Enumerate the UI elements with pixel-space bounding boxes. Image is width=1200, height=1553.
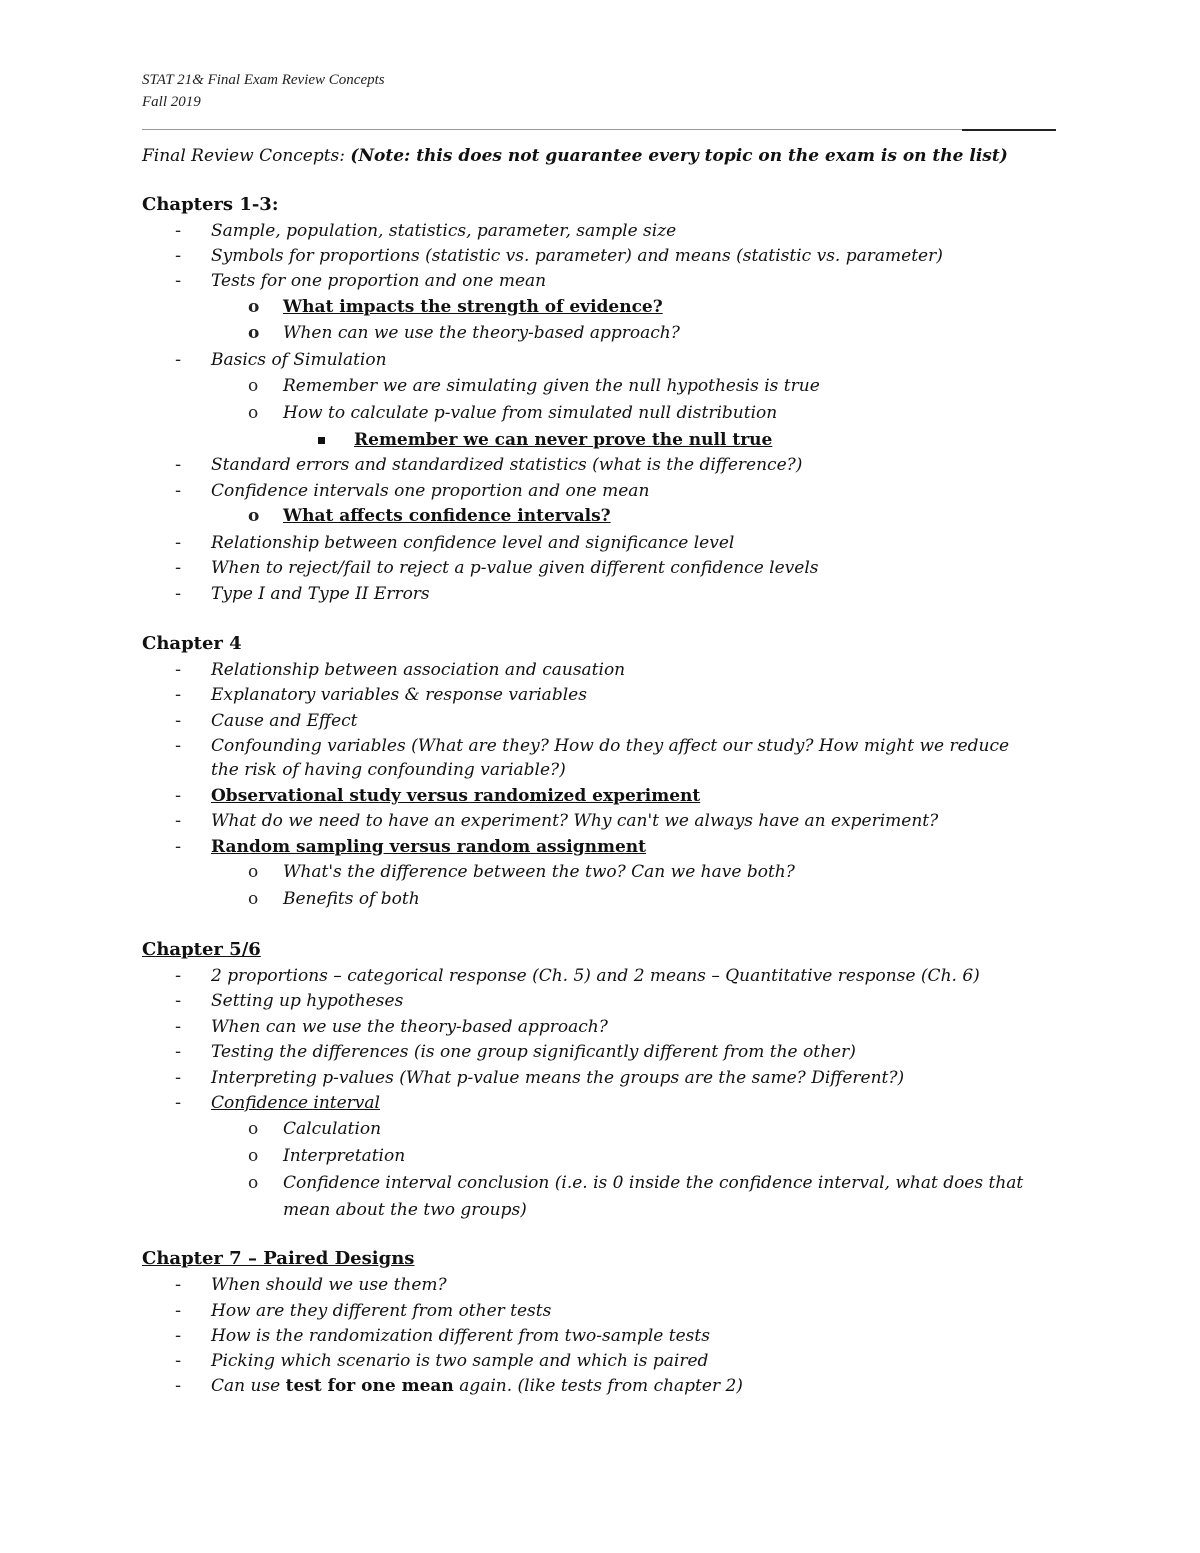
header-divider xyxy=(142,129,1056,130)
intro-lead: Final Review Concepts: xyxy=(142,146,351,166)
square-bullet-icon xyxy=(318,437,325,444)
list-item: Cause and Effect xyxy=(211,711,358,731)
dash-bullet: - xyxy=(175,660,182,680)
list-item: Confidence intervals one proportion and one mean xyxy=(211,481,650,501)
dash-bullet: - xyxy=(175,558,182,578)
list-item: 2 proportions – categorical response (Ch. 5) and 2 means – Quantitative response (Ch. 6) xyxy=(211,966,980,986)
dash-bullet: - xyxy=(175,685,182,705)
circle-bullet: o xyxy=(248,1173,259,1193)
list-item: Testing the differences (is one group significantly different from the other) xyxy=(211,1042,856,1062)
dash-bullet: - xyxy=(175,1376,182,1396)
circle-bullet: o xyxy=(248,297,260,317)
section-heading-ch4: Chapter 4 xyxy=(142,633,242,654)
list-subitem: When can we use the theory-based approach? xyxy=(283,323,680,343)
list-item-continuation: the risk of having confounding variable?) xyxy=(211,760,566,780)
dash-bullet: - xyxy=(175,966,182,986)
list-subitem: Interpretation xyxy=(283,1146,406,1166)
dash-bullet: - xyxy=(175,584,182,604)
list-item xyxy=(211,1375,743,1397)
list-subitem: Calculation xyxy=(283,1119,382,1139)
list-item: Picking which scenario is two sample and which is paired xyxy=(211,1351,709,1371)
list-subitem: Remember we are simulating given the null hypothesis is true xyxy=(283,376,820,396)
dash-bullet: - xyxy=(175,837,182,857)
circle-bullet: o xyxy=(248,323,260,343)
header-divider-accent xyxy=(962,129,1056,131)
list-item: What do we need to have an experiment? Why can't we always have an experiment? xyxy=(211,811,939,831)
dash-bullet: - xyxy=(175,1068,182,1088)
list-item: Observational study versus randomized experiment xyxy=(211,786,701,806)
list-item: How is the randomization different from two-sample tests xyxy=(211,1326,710,1346)
list-subsubitem: Remember we can never prove the null true xyxy=(354,430,773,450)
list-subitem: What impacts the strength of evidence? xyxy=(283,297,663,317)
list-item-text: Can use xyxy=(211,1376,286,1396)
list-item-text: again. (like tests from chapter 2) xyxy=(453,1376,743,1396)
list-item: Relationship between confidence level and significance level xyxy=(211,533,735,553)
list-item: Relationship between association and causation xyxy=(211,660,626,680)
circle-bullet: o xyxy=(248,506,260,526)
list-item: Setting up hypotheses xyxy=(211,991,404,1011)
list-item: When can we use the theory-based approach? xyxy=(211,1017,608,1037)
list-item: Explanatory variables & response variables xyxy=(211,685,587,705)
circle-bullet: o xyxy=(248,403,259,423)
dash-bullet: - xyxy=(175,246,182,266)
list-item: Type I and Type II Errors xyxy=(211,584,430,604)
dash-bullet: - xyxy=(175,736,182,756)
dash-bullet: - xyxy=(175,481,182,501)
circle-bullet: o xyxy=(248,376,259,396)
dash-bullet: - xyxy=(175,1351,182,1371)
dash-bullet: - xyxy=(175,1275,182,1295)
dash-bullet: - xyxy=(175,786,182,806)
dash-bullet: - xyxy=(175,1017,182,1037)
circle-bullet: o xyxy=(248,862,259,882)
list-item: Basics of Simulation xyxy=(211,350,387,370)
list-item: When to reject/fail to reject a p-value given different confidence levels xyxy=(211,558,819,578)
list-item: When should we use them? xyxy=(211,1275,447,1295)
dash-bullet: - xyxy=(175,1301,182,1321)
dash-bullet: - xyxy=(175,1042,182,1062)
dash-bullet: - xyxy=(175,991,182,1011)
list-subitem: Benefits of both xyxy=(283,889,420,909)
list-subitem: Confidence interval conclusion (i.e. is 0 inside the confidence interval, what does that xyxy=(283,1173,1024,1193)
dash-bullet: - xyxy=(175,711,182,731)
intro-line xyxy=(142,145,1008,167)
list-subitem: What affects confidence intervals? xyxy=(283,506,611,526)
list-item: Symbols for proportions (statistic vs. parameter) and means (statistic vs. parameter) xyxy=(211,246,943,266)
dash-bullet: - xyxy=(175,221,182,241)
section-heading-ch1-3: Chapters 1-3: xyxy=(142,194,279,215)
list-subitem: What's the difference between the two? Can we have both? xyxy=(283,862,795,882)
list-item: Tests for one proportion and one mean xyxy=(211,271,547,291)
dash-bullet: - xyxy=(175,350,182,370)
circle-bullet: o xyxy=(248,1119,259,1139)
list-item: Confidence interval xyxy=(211,1093,380,1113)
list-subitem: How to calculate p-value from simulated null distribution xyxy=(283,403,778,423)
dash-bullet: - xyxy=(175,1326,182,1346)
dash-bullet: - xyxy=(175,455,182,475)
list-item: Standard errors and standardized statistics (what is the difference?) xyxy=(211,455,803,475)
list-item: Interpreting p-values (What p-value means the groups are the same? Different?) xyxy=(211,1068,905,1088)
list-item: Random sampling versus random assignment xyxy=(211,837,646,857)
list-subitem-continuation: mean about the two groups) xyxy=(283,1200,527,1220)
dash-bullet: - xyxy=(175,271,182,291)
circle-bullet: o xyxy=(248,889,259,909)
list-item: Sample, population, statistics, parameter, sample size xyxy=(211,221,677,241)
dash-bullet: - xyxy=(175,533,182,553)
list-item: How are they different from other tests xyxy=(211,1301,552,1321)
term-label: Fall 2019 xyxy=(142,94,201,110)
dash-bullet: - xyxy=(175,1093,182,1113)
course-title: STAT 21& Final Exam Review Concepts xyxy=(142,72,385,88)
list-item: Confounding variables (What are they? How do they affect our study? How might we reduce xyxy=(211,736,1010,756)
dash-bullet: - xyxy=(175,811,182,831)
intro-note: (Note: this does not guarantee every topic on the exam is on the list) xyxy=(350,146,1008,166)
section-heading-ch5-6: Chapter 5/6 xyxy=(142,939,261,960)
list-item-bold-text: test for one mean xyxy=(285,1376,454,1396)
section-heading-ch7: Chapter 7 – Paired Designs xyxy=(142,1248,415,1269)
circle-bullet: o xyxy=(248,1146,259,1166)
